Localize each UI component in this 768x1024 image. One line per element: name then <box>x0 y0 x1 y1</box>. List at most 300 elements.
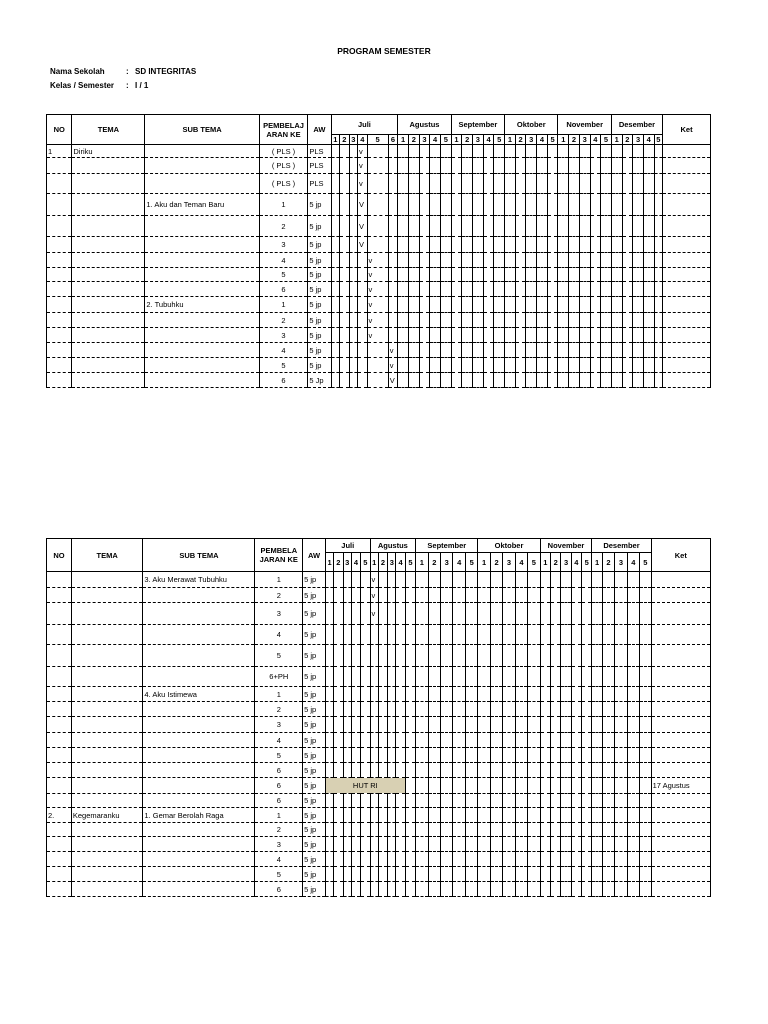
table-row <box>47 572 711 588</box>
week-cell <box>515 313 526 328</box>
week-cell <box>453 588 465 603</box>
week-cell <box>550 794 560 808</box>
tema-cell <box>71 748 143 763</box>
week-cell <box>370 733 378 748</box>
week-cell <box>416 572 428 588</box>
week-cell <box>334 852 343 867</box>
week-cell <box>465 625 477 645</box>
week-cell <box>592 645 602 667</box>
week-cell <box>416 733 428 748</box>
week-cell <box>473 373 484 388</box>
no-cell <box>47 253 72 268</box>
week-cell <box>537 328 548 343</box>
week-cell <box>343 748 351 763</box>
week-cell <box>640 852 651 867</box>
week-number: 1 <box>331 135 339 145</box>
week-cell <box>633 328 644 343</box>
week-cell <box>343 733 351 748</box>
week-cell <box>388 216 398 237</box>
week-cell <box>615 808 627 823</box>
week-cell <box>640 687 651 702</box>
week-cell <box>627 852 639 867</box>
week-cell <box>526 373 537 388</box>
week-number: 2 <box>550 553 560 572</box>
week-cell <box>528 687 540 702</box>
week-cell <box>430 313 441 328</box>
week-number: 2 <box>462 135 473 145</box>
week-cell <box>441 625 453 645</box>
week-number: 5 <box>361 553 370 572</box>
week-cell <box>561 763 571 778</box>
week-cell <box>528 733 540 748</box>
week-cell <box>592 852 602 867</box>
week-cell <box>465 778 477 794</box>
week-cell <box>503 687 515 702</box>
week-cell <box>440 358 451 373</box>
week-cell <box>561 645 571 667</box>
week-cell <box>601 358 612 373</box>
week-cell <box>334 603 343 625</box>
week-cell <box>465 882 477 897</box>
week-cell <box>505 237 516 253</box>
week-cell <box>451 237 462 253</box>
week-cell <box>611 358 622 373</box>
week-number: 5 <box>528 553 540 572</box>
week-cell <box>343 882 351 897</box>
week-cell <box>601 328 612 343</box>
week-cell <box>396 867 405 882</box>
week-cell <box>540 852 550 867</box>
week-cell <box>419 253 430 268</box>
week-cell <box>540 778 550 794</box>
week-cell <box>490 778 502 794</box>
class-label: Kelas / Semester <box>50 81 115 90</box>
week-cell <box>416 882 428 897</box>
week-cell <box>396 748 405 763</box>
week-cell <box>505 343 516 358</box>
sub-tema-cell <box>143 794 255 808</box>
week-cell <box>540 733 550 748</box>
week-cell <box>582 667 592 687</box>
week-cell <box>441 717 453 733</box>
week-cell <box>569 194 580 216</box>
week-cell <box>340 343 350 358</box>
week-cell <box>408 145 419 158</box>
week-cell <box>494 158 505 174</box>
pembelajaran-ke-cell: 3 <box>255 603 303 625</box>
week-cell <box>611 328 622 343</box>
ket-cell <box>663 216 711 237</box>
week-cell <box>331 297 339 313</box>
week-cell <box>465 837 477 852</box>
week-cell <box>558 313 569 328</box>
week-number: 4 <box>358 135 368 145</box>
week-cell <box>361 763 370 778</box>
week-cell <box>388 572 396 588</box>
schedule-mark: v <box>388 358 398 373</box>
no-cell <box>47 717 72 733</box>
week-cell <box>640 667 651 687</box>
week-cell <box>343 625 351 645</box>
week-cell <box>490 702 502 717</box>
week-cell <box>388 667 396 687</box>
week-cell <box>351 837 360 852</box>
week-cell <box>398 194 409 216</box>
week-cell <box>569 268 580 282</box>
week-cell <box>408 216 419 237</box>
ket-cell <box>663 253 711 268</box>
ket-cell <box>651 702 710 717</box>
week-cell <box>419 145 430 158</box>
week-cell <box>430 194 441 216</box>
week-cell <box>611 216 622 237</box>
aw-cell: 5 jp <box>308 253 331 268</box>
week-number: 3 <box>349 135 357 145</box>
week-cell <box>405 763 415 778</box>
week-cell <box>419 373 430 388</box>
no-cell <box>47 343 72 358</box>
week-cell <box>654 328 663 343</box>
week-cell <box>528 867 540 882</box>
week-cell <box>490 808 502 823</box>
week-cell <box>505 297 516 313</box>
week-number: 4 <box>453 553 465 572</box>
aw-cell: 5 jp <box>303 852 326 867</box>
week-cell <box>615 625 627 645</box>
week-cell <box>490 667 502 687</box>
week-cell <box>558 145 569 158</box>
week-cell <box>396 763 405 778</box>
table-row <box>47 313 711 328</box>
table-row <box>47 852 711 867</box>
week-cell <box>405 588 415 603</box>
week-number: 3 <box>633 135 644 145</box>
week-cell <box>441 645 453 667</box>
week-cell <box>416 588 428 603</box>
week-cell <box>478 625 490 645</box>
week-cell <box>640 702 651 717</box>
week-cell <box>428 572 440 588</box>
week-cell <box>440 268 451 282</box>
week-cell <box>349 237 357 253</box>
aw-cell: 5 jp <box>303 882 326 897</box>
week-cell <box>340 253 350 268</box>
week-cell <box>334 823 343 837</box>
table-row <box>47 748 711 763</box>
month-header: November <box>540 539 592 553</box>
week-cell <box>349 313 357 328</box>
page-title: PROGRAM SEMESTER <box>337 46 431 56</box>
week-number: 4 <box>351 553 360 572</box>
week-cell <box>602 572 614 588</box>
week-cell <box>561 882 571 897</box>
week-cell <box>473 158 484 174</box>
week-cell <box>378 748 387 763</box>
week-cell <box>526 194 537 216</box>
week-cell <box>358 282 368 297</box>
week-cell <box>349 268 357 282</box>
pembelajaran-ke-cell: 6 <box>255 882 303 897</box>
week-cell <box>388 313 398 328</box>
week-cell <box>478 808 490 823</box>
week-cell <box>622 194 633 216</box>
week-cell <box>515 253 526 268</box>
week-cell <box>590 174 601 194</box>
week-cell <box>582 778 592 794</box>
week-cell <box>643 343 654 358</box>
week-cell <box>483 158 494 174</box>
week-cell <box>601 194 612 216</box>
week-cell <box>602 763 614 778</box>
week-cell <box>558 216 569 237</box>
week-cell <box>526 237 537 253</box>
week-cell <box>503 808 515 823</box>
no-cell <box>47 588 72 603</box>
week-cell <box>465 687 477 702</box>
week-cell <box>343 702 351 717</box>
week-cell <box>550 823 560 837</box>
week-cell <box>627 733 639 748</box>
week-cell <box>547 237 558 253</box>
week-cell <box>465 808 477 823</box>
week-cell <box>582 837 592 852</box>
week-cell <box>441 882 453 897</box>
week-cell <box>378 588 387 603</box>
week-cell <box>490 733 502 748</box>
week-cell <box>561 748 571 763</box>
week-cell <box>569 253 580 268</box>
week-cell <box>611 145 622 158</box>
week-cell <box>351 717 360 733</box>
week-cell <box>540 823 550 837</box>
week-cell <box>378 823 387 837</box>
week-cell <box>396 882 405 897</box>
week-number: 1 <box>416 553 428 572</box>
ket-cell <box>663 373 711 388</box>
week-cell <box>633 237 644 253</box>
week-cell <box>633 253 644 268</box>
pembelajaran-ke-cell: 3 <box>259 328 308 343</box>
week-cell <box>367 145 388 158</box>
week-cell <box>640 794 651 808</box>
week-cell <box>528 748 540 763</box>
ket-cell <box>651 763 710 778</box>
week-cell <box>582 603 592 625</box>
week-number: 4 <box>627 553 639 572</box>
week-cell <box>473 313 484 328</box>
ket-cell <box>663 194 711 216</box>
week-cell <box>361 837 370 852</box>
week-cell <box>602 837 614 852</box>
aw-cell: 5 jp <box>303 778 326 794</box>
week-cell <box>654 282 663 297</box>
week-cell <box>398 297 409 313</box>
week-cell <box>361 867 370 882</box>
week-cell <box>428 837 440 852</box>
no-header: NO <box>47 539 72 572</box>
tema-cell <box>72 158 145 174</box>
week-cell <box>451 268 462 282</box>
sub-tema-cell <box>143 667 255 687</box>
table-row <box>47 282 711 297</box>
week-number: 5 <box>640 553 651 572</box>
week-cell <box>334 808 343 823</box>
week-cell <box>430 343 441 358</box>
week-cell <box>343 763 351 778</box>
week-cell <box>361 702 370 717</box>
week-cell <box>550 882 560 897</box>
week-number: 3 <box>561 553 571 572</box>
week-cell <box>627 717 639 733</box>
week-cell <box>462 174 473 194</box>
sub-tema-cell <box>143 763 255 778</box>
week-cell <box>334 667 343 687</box>
schedule-mark: v <box>370 603 378 625</box>
week-cell <box>462 268 473 282</box>
week-cell <box>590 282 601 297</box>
week-cell <box>462 282 473 297</box>
week-cell <box>550 852 560 867</box>
week-cell <box>592 882 602 897</box>
week-cell <box>405 837 415 852</box>
no-cell <box>47 763 72 778</box>
table-row <box>47 174 711 194</box>
week-cell <box>334 717 343 733</box>
ket-cell <box>651 667 710 687</box>
pembelajaran-ke-cell: 6 <box>255 794 303 808</box>
week-cell <box>340 297 350 313</box>
week-cell <box>592 717 602 733</box>
sub-tema-cell: 1. Gemar Berolah Raga <box>143 808 255 823</box>
week-cell <box>611 343 622 358</box>
week-cell <box>643 216 654 237</box>
week-cell <box>388 717 396 733</box>
week-cell <box>528 667 540 687</box>
tema-cell <box>72 297 145 313</box>
week-cell <box>550 667 560 687</box>
week-number: 3 <box>473 135 484 145</box>
tema-cell <box>71 837 143 852</box>
week-cell <box>473 358 484 373</box>
week-cell <box>388 174 398 194</box>
pembelajaran-ke-cell: 4 <box>259 253 308 268</box>
week-cell <box>416 702 428 717</box>
week-cell <box>528 625 540 645</box>
week-cell <box>398 328 409 343</box>
ket-header: Ket <box>651 539 710 572</box>
week-cell <box>494 313 505 328</box>
no-cell <box>47 572 72 588</box>
week-cell <box>611 268 622 282</box>
table-row <box>47 882 711 897</box>
week-cell <box>550 687 560 702</box>
week-cell <box>416 645 428 667</box>
week-cell <box>622 297 633 313</box>
week-cell <box>640 882 651 897</box>
week-cell <box>361 687 370 702</box>
week-cell <box>351 667 360 687</box>
week-cell <box>633 145 644 158</box>
table-row <box>47 145 711 158</box>
week-number: 6 <box>388 135 398 145</box>
week-cell <box>633 358 644 373</box>
week-cell <box>331 343 339 358</box>
pembelajaran-ke-cell: 1 <box>259 297 308 313</box>
week-cell <box>453 852 465 867</box>
week-cell <box>537 297 548 313</box>
week-cell <box>428 808 440 823</box>
sub-tema-cell: 3. Aku Merawat Tubuhku <box>143 572 255 588</box>
week-cell <box>428 645 440 667</box>
week-cell <box>490 823 502 837</box>
week-cell <box>340 268 350 282</box>
no-cell <box>47 837 72 852</box>
week-cell <box>579 158 590 174</box>
week-cell <box>615 763 627 778</box>
week-cell <box>419 282 430 297</box>
week-cell <box>325 808 333 823</box>
week-cell <box>378 763 387 778</box>
week-cell <box>654 216 663 237</box>
week-cell <box>571 702 581 717</box>
week-cell <box>351 645 360 667</box>
no-cell <box>47 268 72 282</box>
week-number: 2 <box>515 135 526 145</box>
week-cell <box>451 313 462 328</box>
week-cell <box>483 297 494 313</box>
week-cell <box>561 852 571 867</box>
week-number: 2 <box>408 135 419 145</box>
week-cell <box>465 717 477 733</box>
week-cell <box>440 282 451 297</box>
week-cell <box>505 268 516 282</box>
pembelajaran-ke-cell: 1 <box>255 687 303 702</box>
table-row <box>47 645 711 667</box>
week-number: 5 <box>494 135 505 145</box>
week-cell <box>388 194 398 216</box>
week-cell <box>627 588 639 603</box>
week-cell <box>351 852 360 867</box>
week-number: 4 <box>483 135 494 145</box>
week-cell <box>331 358 339 373</box>
aw-cell: 5 jp <box>308 216 331 237</box>
week-cell <box>462 328 473 343</box>
week-cell <box>627 687 639 702</box>
week-cell <box>478 852 490 867</box>
sub-tema-cell <box>143 733 255 748</box>
week-cell <box>569 145 580 158</box>
week-cell <box>405 794 415 808</box>
no-cell <box>47 158 72 174</box>
pembelajaran-ke-cell: 4 <box>255 852 303 867</box>
week-cell <box>331 328 339 343</box>
no-cell <box>47 313 72 328</box>
week-cell <box>640 867 651 882</box>
week-cell <box>351 702 360 717</box>
week-cell <box>361 603 370 625</box>
week-cell <box>396 808 405 823</box>
week-cell <box>398 313 409 328</box>
week-number: 4 <box>643 135 654 145</box>
week-number: 1 <box>451 135 462 145</box>
week-cell <box>408 313 419 328</box>
week-cell <box>526 358 537 373</box>
week-cell <box>601 268 612 282</box>
week-cell <box>627 882 639 897</box>
week-cell <box>515 625 527 645</box>
pembelajaran-ke-cell: 6 <box>255 778 303 794</box>
pembelajaran-ke-header: PEMBELA JARAN KE <box>255 539 303 572</box>
